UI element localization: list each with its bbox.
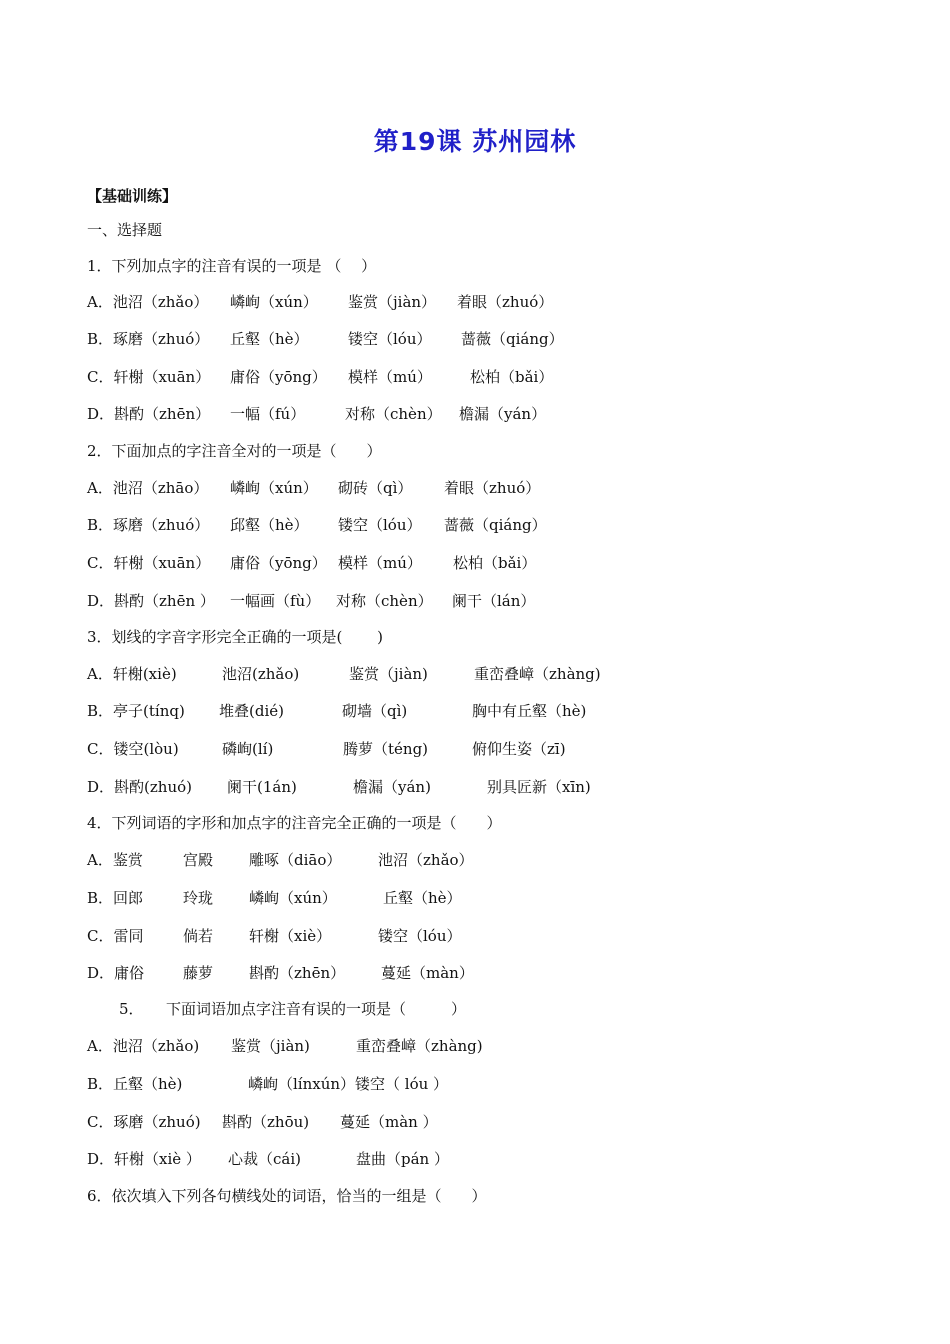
option-item: 嶙峋（xún） — [230, 479, 318, 497]
option-item: 檐漏（yán） — [459, 405, 547, 423]
option-row — [87, 590, 887, 612]
option-item: 俯仰生姿（zī) — [472, 740, 566, 758]
option-item: 蔓延（màn ） — [340, 1113, 438, 1131]
option-row — [87, 552, 887, 574]
option-item: B．亭子(tínq) — [87, 702, 185, 720]
option-item: 松柏（bǎi） — [470, 368, 554, 386]
option-row — [87, 1111, 887, 1133]
option-item: 庸俗（yōng） — [230, 554, 327, 572]
option-item: 对称（chèn） — [336, 592, 433, 610]
option-item: 斟酌（zhēn） — [249, 964, 346, 982]
option-item: 鉴赏（jiàn) — [349, 665, 428, 683]
option-row — [87, 1148, 887, 1170]
question-stem: 1．下列加点字的注音有误的一项是 （ ） — [87, 257, 377, 275]
option-item: 蔷薇（qiáng） — [461, 330, 564, 348]
option-row — [87, 925, 887, 947]
option-item: 藤萝 — [183, 964, 214, 982]
option-item: B．回郎 — [87, 889, 144, 907]
option-item: 镂空（lóu） — [338, 516, 422, 534]
option-item: 丘壑（hè） — [383, 889, 462, 907]
question-stem: 2．下面加点的字注音全对的一项是（ ） — [87, 442, 382, 460]
option-row — [87, 700, 887, 722]
option-item: 丘壑（hè） — [230, 330, 309, 348]
option-item: 砌砖（qì） — [338, 479, 413, 497]
option-row — [87, 738, 887, 760]
option-item: 磷峋(lí) — [222, 740, 274, 758]
option-item: 堆叠(dié) — [219, 702, 284, 720]
part-heading: 一、选择题 — [87, 221, 163, 239]
option-item: 松柏（bǎi） — [453, 554, 537, 572]
option-item: 腾萝（téng) — [343, 740, 429, 758]
question-stem: 5． 下面词语加点字注音有误的一项是（ ） — [119, 1000, 467, 1018]
option-item: C．镂空(lòu) — [87, 740, 179, 758]
option-item: 一幅画（fù） — [230, 592, 321, 610]
option-item: 镂空（lóu） — [348, 330, 432, 348]
option-item: 檐漏（yán) — [353, 778, 431, 796]
option-row — [87, 403, 887, 425]
option-row — [87, 1035, 887, 1057]
option-item: 斟酌（zhōu) — [222, 1113, 310, 1131]
option-item: D．轩榭（xiè ） — [87, 1150, 201, 1168]
option-item: 模样（mú） — [348, 368, 432, 386]
option-item: 重峦叠嶂（zhàng) — [356, 1037, 483, 1055]
option-item: 嶙峋（xún） — [249, 889, 337, 907]
option-item: 一幅（fú） — [230, 405, 306, 423]
option-item: D．斟酌（zhēn ） — [87, 592, 215, 610]
question-stem: 4．下列词语的字形和加点字的注音完全正确的一项是（ ） — [87, 814, 502, 832]
option-item: 阑干(1án) — [227, 778, 297, 796]
option-item: B．丘壑（hè) — [87, 1075, 183, 1093]
option-row — [87, 776, 887, 798]
option-item: B．琢磨（zhuó） — [87, 516, 210, 534]
option-item: 轩榭（xiè） — [249, 927, 332, 945]
option-item: 砌墙（qì) — [342, 702, 408, 720]
option-row — [87, 514, 887, 536]
option-row — [87, 291, 887, 313]
option-item: C．琢磨（zhuó) — [87, 1113, 201, 1131]
option-item: 宫殿 — [183, 851, 214, 869]
option-item: 玲珑 — [183, 889, 214, 907]
option-item: 镂空（lóu） — [378, 927, 462, 945]
option-item: 嶙峋（xún） — [230, 293, 318, 311]
option-item: 嶙峋（línxún）镂空（ lóu ） — [248, 1075, 449, 1093]
question-stem: 6．依次填入下列各句横线处的词语，恰当的一组是（ ） — [87, 1187, 487, 1205]
option-item: C．雷同 — [87, 927, 144, 945]
option-item: D．庸俗 — [87, 964, 145, 982]
option-item: 鉴赏（jiàn) — [231, 1037, 310, 1055]
section-heading: 【基础训练】 — [87, 187, 178, 205]
option-row — [87, 663, 887, 685]
option-row — [87, 849, 887, 871]
option-row — [87, 962, 887, 984]
option-item: 雕啄（diāo） — [249, 851, 342, 869]
option-item: A．池沼（zhǎo） — [87, 293, 209, 311]
option-item: 池沼(zhǎo) — [222, 665, 300, 683]
option-item: C．轩榭（xuān） — [87, 554, 211, 572]
option-item: A．鉴赏 — [87, 851, 143, 869]
option-row — [87, 477, 887, 499]
option-item: 阑干（lán） — [452, 592, 536, 610]
question-stem: 3．划线的字音字形完全正确的一项是( ) — [87, 628, 384, 646]
option-item: 庸俗（yōng） — [230, 368, 327, 386]
option-item: 蔷薇（qiáng） — [444, 516, 547, 534]
option-item: 着眼（zhuó） — [457, 293, 554, 311]
option-item: 鉴赏（jiàn） — [348, 293, 437, 311]
option-item: C．轩榭（xuān） — [87, 368, 211, 386]
option-item: 心裁（cái) — [228, 1150, 301, 1168]
option-item: D．斟酌（zhēn） — [87, 405, 211, 423]
option-item: 对称（chèn） — [345, 405, 442, 423]
option-item: A．池沼（zhāo） — [87, 479, 209, 497]
option-item: 盘曲（pán ） — [356, 1150, 449, 1168]
option-item: A．池沼（zhǎo) — [87, 1037, 200, 1055]
option-item: 邱壑（hè） — [230, 516, 309, 534]
option-item: 胸中有丘壑（hè) — [472, 702, 587, 720]
option-row — [87, 1073, 887, 1095]
option-row — [87, 887, 887, 909]
page-title: 第19课 苏州园林 — [373, 127, 577, 156]
option-item: 别具匠新（xīn) — [487, 778, 591, 796]
option-item: D．斟酌(zhuó) — [87, 778, 192, 796]
option-item: 倘若 — [183, 927, 214, 945]
option-item: B．琢磨（zhuó） — [87, 330, 210, 348]
option-row — [87, 328, 887, 350]
option-item: 重峦叠嶂（zhàng) — [474, 665, 601, 683]
option-item: 着眼（zhuó） — [444, 479, 541, 497]
option-item: 模样（mú） — [338, 554, 422, 572]
option-item: A．轩榭(xiè) — [87, 665, 177, 683]
option-item: 池沼（zhǎo） — [378, 851, 474, 869]
option-item: 蔓延（màn） — [381, 964, 474, 982]
option-row — [87, 366, 887, 388]
